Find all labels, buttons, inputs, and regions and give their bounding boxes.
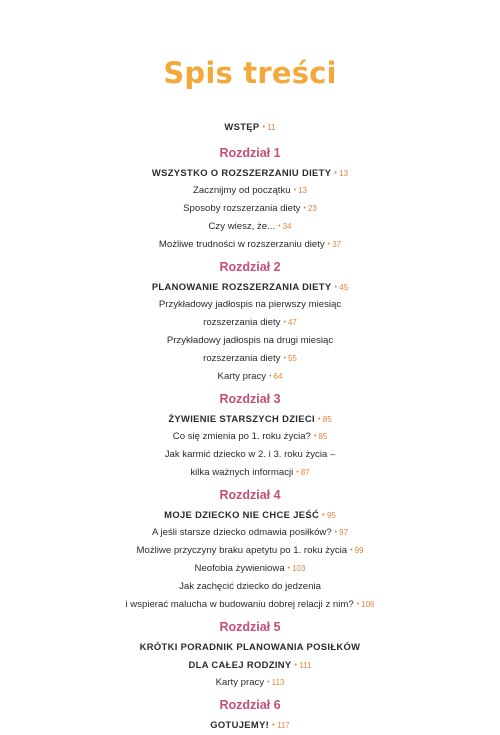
page-number: 85 — [318, 432, 328, 441]
page-number: 103 — [292, 564, 306, 573]
page-number: 55 — [287, 354, 297, 363]
toc-section-entry[interactable] — [0, 716, 500, 734]
bullet-separator: • — [296, 469, 299, 476]
page-number: 111 — [299, 661, 312, 670]
table-of-contents — [0, 118, 500, 734]
entry-text: KRÓTKI PORADNIK PLANOWANIA POSIŁKÓW — [139, 641, 361, 652]
page-title: Spis treści — [163, 56, 337, 90]
toc-section-entry[interactable] — [0, 506, 500, 524]
toc-entry[interactable] — [0, 596, 500, 614]
bullet-separator: • — [334, 170, 338, 177]
bullet-separator: • — [287, 565, 291, 572]
toc-entry[interactable] — [0, 464, 500, 482]
entry-text: Przykładowy jadłospis na pierwszy miesiąc — [158, 299, 342, 310]
page-number: 34 — [282, 222, 292, 231]
bullet-separator: • — [272, 722, 275, 729]
toc-entry[interactable] — [0, 446, 500, 464]
bullet-separator: • — [267, 679, 270, 686]
page-number: 97 — [339, 528, 349, 537]
bullet-separator: • — [356, 601, 360, 608]
entry-text: Neofobia żywieniowa — [194, 563, 285, 574]
entry-text: MOJE DZIECKO NIE CHCE JEŚĆ — [164, 509, 320, 520]
bullet-separator: • — [334, 284, 338, 291]
chapter-heading: Rozdział 3 — [219, 392, 281, 406]
entry-text: rozszerzania diety — [203, 353, 281, 364]
toc-entry[interactable] — [0, 332, 500, 350]
toc-entry[interactable] — [0, 542, 500, 560]
bullet-separator: • — [278, 223, 281, 230]
entry-text: Karty pracy — [217, 371, 267, 382]
toc-section-entry[interactable] — [0, 638, 500, 656]
bullet-separator: • — [317, 416, 321, 423]
entry-text: ŻYWIENIE STARSZYCH DZIECI — [168, 413, 315, 424]
toc-entry[interactable] — [0, 236, 500, 254]
entry-text: Co się zmienia po 1. roku życia? — [172, 431, 311, 442]
page-number: 106 — [361, 600, 375, 609]
toc-section-entry[interactable] — [0, 410, 500, 428]
toc-entry[interactable] — [0, 200, 500, 218]
bullet-separator: • — [293, 187, 297, 194]
entry-text: GOTUJEMY! — [210, 719, 270, 730]
page-number: 85 — [322, 415, 332, 424]
entry-text: Sposoby rozszerzania diety — [183, 203, 301, 214]
bullet-separator: • — [283, 319, 286, 326]
bullet-separator: • — [269, 373, 272, 380]
toc-entry[interactable] — [0, 674, 500, 692]
bullet-separator: • — [303, 205, 306, 212]
toc-entry[interactable] — [0, 578, 500, 596]
bullet-separator: • — [313, 433, 317, 440]
chapter-heading: Rozdział 2 — [219, 260, 281, 274]
toc-entry[interactable] — [0, 314, 500, 332]
page-number: 64 — [273, 372, 283, 381]
entry-text: i wspierać malucha w budowaniu dobrej relacji z nim? — [125, 599, 354, 610]
bullet-separator: • — [350, 547, 353, 554]
page-number: 23 — [307, 204, 317, 213]
entry-text: Jak karmić dziecko w 2. i 3. roku życia – — [164, 449, 336, 460]
toc-section-entry[interactable] — [0, 278, 500, 296]
page-number: 13 — [339, 169, 349, 178]
chapter-heading: Rozdział 5 — [219, 620, 281, 634]
chapter-heading: Rozdział 4 — [219, 488, 281, 502]
bullet-separator: • — [283, 355, 286, 362]
toc-entry[interactable] — [0, 560, 500, 578]
page-number: 47 — [287, 318, 297, 327]
page-number: 11 — [267, 123, 276, 132]
page-number: 95 — [326, 511, 336, 520]
bullet-separator: • — [294, 662, 298, 669]
page-number: 45 — [339, 283, 349, 292]
page-number: 37 — [332, 240, 342, 249]
page-number: 99 — [354, 546, 364, 555]
toc-entry[interactable] — [0, 350, 500, 368]
entry-text: A jeśli starsze dziecko odmawia posiłków? — [151, 527, 332, 538]
entry-text: WSZYSTKO O ROZSZERZANIU DIETY — [151, 167, 332, 178]
toc-entry[interactable] — [0, 182, 500, 200]
toc-entry[interactable] — [0, 428, 500, 446]
entry-text: Karty pracy — [215, 677, 265, 688]
toc-entry[interactable] — [0, 368, 500, 386]
entry-text: WSTĘP — [224, 121, 260, 132]
toc-section-entry[interactable] — [0, 164, 500, 182]
toc-entry[interactable] — [0, 296, 500, 314]
entry-text: Możliwe trudności w rozszerzaniu diety — [158, 239, 325, 250]
page-number: 87 — [300, 468, 310, 477]
entry-text: kilka ważnych informacji — [190, 467, 294, 478]
page-number: 113 — [271, 678, 285, 687]
entry-text: PLANOWANIE ROZSZERZANIA DIETY — [151, 281, 332, 292]
entry-text: Jak zachęcić dziecko do jedzenia — [179, 581, 321, 592]
entry-text: rozszerzania diety — [203, 317, 281, 328]
entry-text: Przykładowy jadłospis na drugi miesiąc — [166, 335, 334, 346]
bullet-separator: • — [334, 529, 338, 536]
chapter-heading: Rozdział 6 — [219, 698, 281, 712]
bullet-separator: • — [322, 512, 325, 519]
chapter-heading: Rozdział 1 — [219, 146, 281, 160]
page-number: 13 — [298, 186, 307, 195]
bullet-separator: • — [262, 124, 266, 131]
toc-entry[interactable] — [0, 524, 500, 542]
page-number: 117 — [276, 721, 290, 730]
entry-text: Zacznijmy od początku — [193, 185, 291, 196]
toc-section-entry[interactable] — [0, 656, 500, 674]
entry-text: DLA CAŁEJ RODZINY — [188, 659, 292, 670]
bullet-separator: • — [327, 241, 331, 248]
entry-text: Możliwe przyczyny braku apetytu po 1. roku życia — [136, 545, 348, 556]
toc-entry-intro[interactable] — [0, 118, 500, 140]
toc-entry[interactable] — [0, 218, 500, 236]
entry-text: Czy wiesz, że... — [208, 221, 276, 232]
